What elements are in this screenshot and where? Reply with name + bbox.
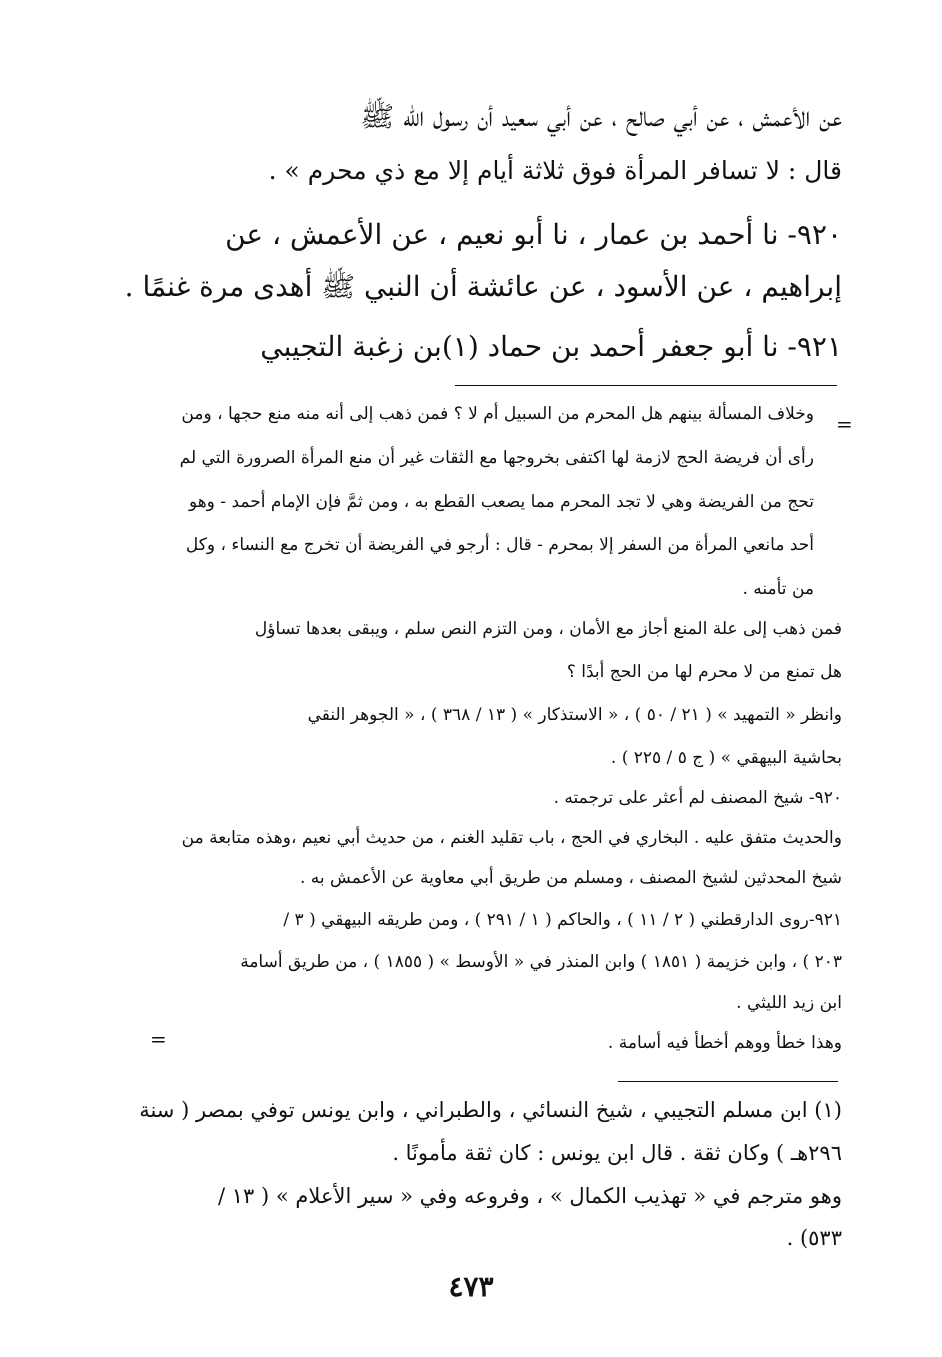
commentary-rule <box>455 385 837 386</box>
main-line-5: ٩٢١- نا أبو جعفر أحمد بن حماد (١)بن زغبة التجيبي <box>260 330 842 363</box>
main-line-4: إبراهيم ، عن الأسود ، عن عائشة أن النبي ﷺ أهدى مرة غنمًا . <box>124 270 842 303</box>
commentary-line-1: وخلاف المسألة بينهم هل المحرم من السبيل أم لا ؟ فمن ذهب إلى أنه منه منع حجها ، ومن <box>181 404 814 424</box>
footnote-line-1: (١) ابن مسلم التجيبي ، شيخ النسائي ، والطبراني ، وابن يونس توفي بمصر ( سنة <box>139 1098 842 1122</box>
footnote-line-4: . (٥٣٣ <box>786 1226 842 1250</box>
commentary-line-2: رأى أن فريضة الحج لازمة لها اكتفى بخروجها مع الثقات غير أن منع المرأة الصرورة التي لم <box>179 448 814 468</box>
continuation-mark-bottom: = <box>150 1027 167 1051</box>
footnote-line-2: ٢٩٦هـ ) وكان ثقة . قال ابن يونس : كان ثقة مأمونًا . <box>392 1141 842 1165</box>
commentary-line-15: ابن زيد الليثي . <box>736 993 842 1013</box>
commentary-line-5: من تأمنه . <box>742 579 814 599</box>
commentary-line-13: ٩٢١-روى الدارقطني ( ٢ / ١١ ) ، والحاكم ( ١ / ٢٩١ ) ، ومن طريقه البيهقي ( ٣ / <box>283 910 842 930</box>
commentary-line-14: ٢٠٣ ) ، وابن خزيمة ( ١٨٥١ ) وابن المنذر في « الأوسط » ( ١٨٥٥ ) ، من طريق أسامة <box>240 952 842 972</box>
commentary-line-9: بحاشية البيهقي » ( ج ٥ / ٢٢٥ ) . <box>610 748 842 768</box>
commentary-line-10: ٩٢٠- شيخ المصنف لم أعثر على ترجمته . <box>553 788 842 808</box>
commentary-line-3: تحج من الفريضة وهي لا تجد المحرم مما يصعب القطع به ، ومن ثمَّ فإن الإمام أحمد - وهو <box>188 492 814 512</box>
commentary-line-11: والحديث متفق عليه . البخاري في الحج ، باب تقليد الغنم ، من حديث أبي نعيم ،وهذه متابعة من <box>181 828 842 848</box>
footnote-line-3: وهو مترجم في « تهذيب الكمال » ، وفروعه وفي « سير الأعلام » ( ١٣ / <box>218 1184 842 1208</box>
main-line-2: قال : لا تسافر المرأة فوق ثلاثة أيام إلا مع ذي محرم » . <box>268 156 842 185</box>
continuation-mark-top: = <box>836 412 853 436</box>
commentary-line-8: وانظر « التمهيد » ( ٢١ / ٥٠ ) ، « الاستذكار » ( ١٣ / ٣٦٨ ) ، « الجوهر النقي <box>307 705 842 725</box>
page-number: ٤٧٣ <box>448 1270 494 1303</box>
main-line-1: عن الأعمش ، عن أبي صالح ، عن أبي سعيد أن رسول اللّٰه ﷺ <box>360 100 842 133</box>
main-line-3: ٩٢٠- نا أحمد بن عمار ، نا أبو نعيم ، عن الأعمش ، عن <box>225 218 842 251</box>
footnote-rule <box>618 1081 838 1082</box>
commentary-line-12: شيخ المحدثين لشيخ المصنف ، ومسلم من طريق أبي معاوية عن الأعمش به . <box>299 868 842 888</box>
commentary-line-16: وهذا خطأ ووهم أخطأ فيه أسامة . <box>607 1033 842 1053</box>
commentary-line-6: فمن ذهب إلى علة المنع أجاز مع الأمان ، ومن التزم النص سلم ، ويبقى بعدها تساؤل <box>254 619 842 639</box>
commentary-line-4: أحد مانعي المرأة من السفر إلا بمحرم - قال : أرجو في الفريضة أن تخرج مع النساء ، وكل <box>185 535 814 555</box>
commentary-line-7: هل تمنع من لا محرم لها من الحج أبدًا ؟ <box>566 662 842 682</box>
